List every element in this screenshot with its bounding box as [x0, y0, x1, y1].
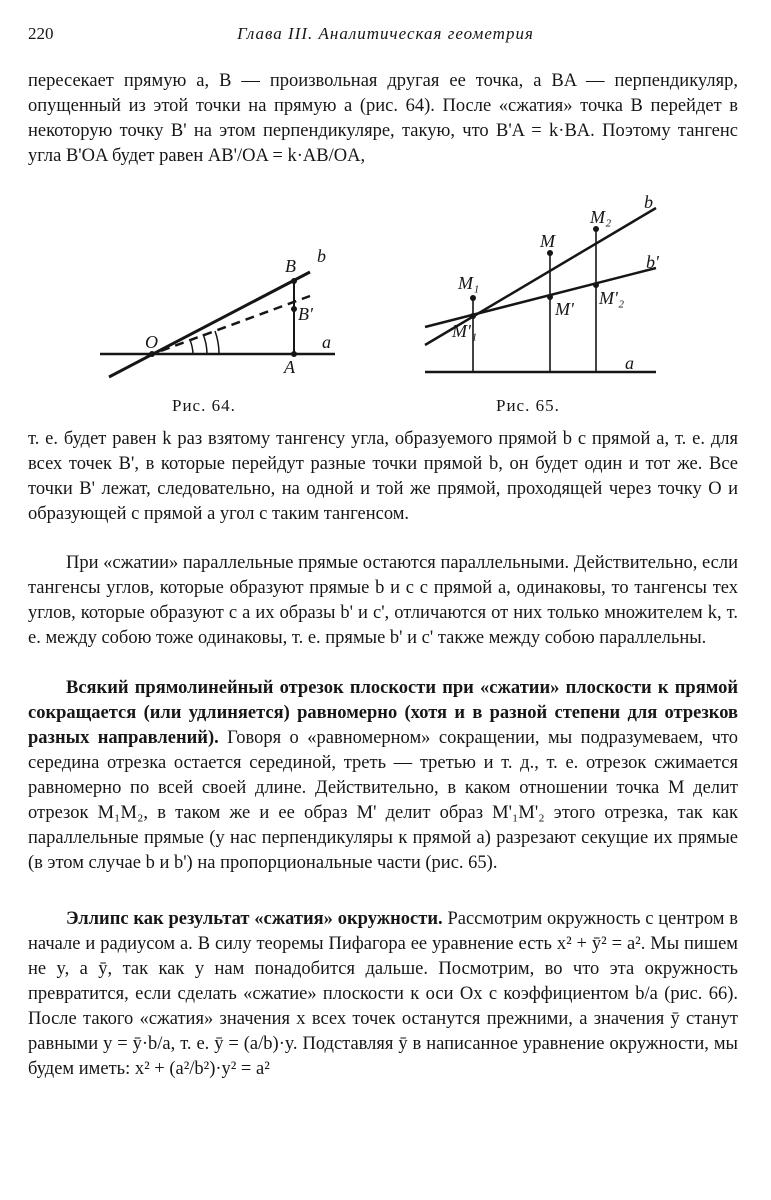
angle-arc-inner [190, 340, 193, 354]
label-M1-prime: M'₁ [452, 321, 478, 341]
label-a: a [322, 332, 331, 352]
figure-64 [95, 240, 345, 385]
label-M2-prime: M'₂ [599, 288, 625, 308]
label-M: M [540, 231, 555, 251]
label-b: b [317, 246, 326, 266]
figure-65-drawing [420, 195, 660, 380]
label-a: a [625, 353, 634, 373]
line-b-prime [147, 296, 310, 356]
figure-65 [420, 195, 660, 385]
point-M1 [470, 295, 476, 301]
label-M2: M₂ [590, 207, 612, 227]
line-b [109, 272, 310, 377]
page-header [28, 24, 743, 48]
chapter-title: Глава III. Аналитическая геометрия [237, 24, 534, 43]
figure-64-drawing [95, 240, 345, 380]
paragraph-intro: пересекает прямую a, B — произвольная другая ее точка, а BA — перпендикуляр, опущенный из этой точки на прямую a (рис. 64). После «сжатия» точка B перейдет в некоторую точку B' на этом перпендикуляре, такую, что B'A = k·BA. Поэтому тангенс угла B'OA будет равен AB'/OA = k·AB/OA, [28, 71, 738, 166]
paragraph-segment [28, 676, 738, 876]
label-B-prime: B' [298, 304, 313, 324]
label-O: O [145, 332, 158, 352]
angle-arc-outer [203, 334, 207, 354]
point-B-prime [291, 306, 297, 312]
page-number: 220 [28, 24, 54, 43]
ellipse-text: Рассмотрим окружность с центром в начале и радиусом a. В силу теоремы Пифагора ее уравнение есть x² + ȳ² = a². Мы пишем не y, а ȳ, так как y нам понадобится дальше. Посмотрим, во что эта окружность превратится, если сделать «сжатие» плоскости к оси Ox с коэффициентом b/a (рис. 66). После такого «сжатия» значения x всех точек останутся прежними, а значения ȳ станут равными y = ȳ·b/a, т. е. ȳ = (a/b)·y. Подставляя ȳ в написанное уравнение окружности, мы будем иметь: x² + (a²/b²)·y² = a² [28, 909, 738, 1079]
label-B: B [285, 256, 296, 276]
label-b: b [644, 195, 653, 212]
label-M1: M₁ [458, 273, 480, 293]
figure-65-caption: Рис. 65. [496, 396, 560, 415]
point-B [291, 278, 297, 284]
angle-arc-middle [215, 331, 219, 354]
segment-statement: Всякий прямолинейный отрезок плоскости при «сжатии» плоскости к прямой сокращается (или удлиняется) равномерно (хотя и в разной степени для отрезков разных направлений). [28, 678, 738, 748]
label-A: A [284, 357, 295, 377]
point-M-prime [547, 294, 553, 300]
segment-explanation: Говоря о «равномерном» сокращении, мы подразумеваем, что середина отрезка остается серединой, треть — третью и т. д., т. е. отрезок сжимается равномерно по всей своей длине. Действительно, в каком отношении точка M делит отрезок M₁M₂, в таком же и ее образ M' делит образ M'₁M'₂ этого отрезка, так как параллельные прямые (у нас перпендикуляры к прямой a) разрезают секущие их прямые (в этом случае b и b') на пропорциональные части (рис. 65). [28, 728, 738, 873]
label-b-prime: b' [646, 252, 659, 272]
paragraph-ellipse [28, 907, 738, 1082]
label-M-prime: M' [555, 299, 574, 319]
paragraph-tangent: т. е. будет равен k раз взятому тангенсу угла, образуемого прямой b с прямой a, т. е. для всех точек B', в которые перейдут разные точки прямой b, он будет один и тот же. Все точки B' лежат, следовательно, на одной и той же прямой, проходящей через точку O и образующей с прямой a угол с таким тангенсом. [28, 429, 738, 524]
ellipse-heading: Эллипс как результат «сжатия» окружности. [66, 909, 443, 929]
point-M1-prime [470, 313, 476, 319]
figure-64-caption: Рис. 64. [172, 396, 236, 415]
paragraph-parallel: При «сжатии» параллельные прямые остаются параллельными. Действительно, если тангенсы углов, которые образуют прямые b и c с прямой a, одинаковы, то тангенсы тех углов, которые образуют с a их образы b' и c', отличаются от них только множителем k, т. е. между собою тоже одинаковы, т. е. прямые b' и c' также между собою параллельны. [28, 553, 738, 648]
